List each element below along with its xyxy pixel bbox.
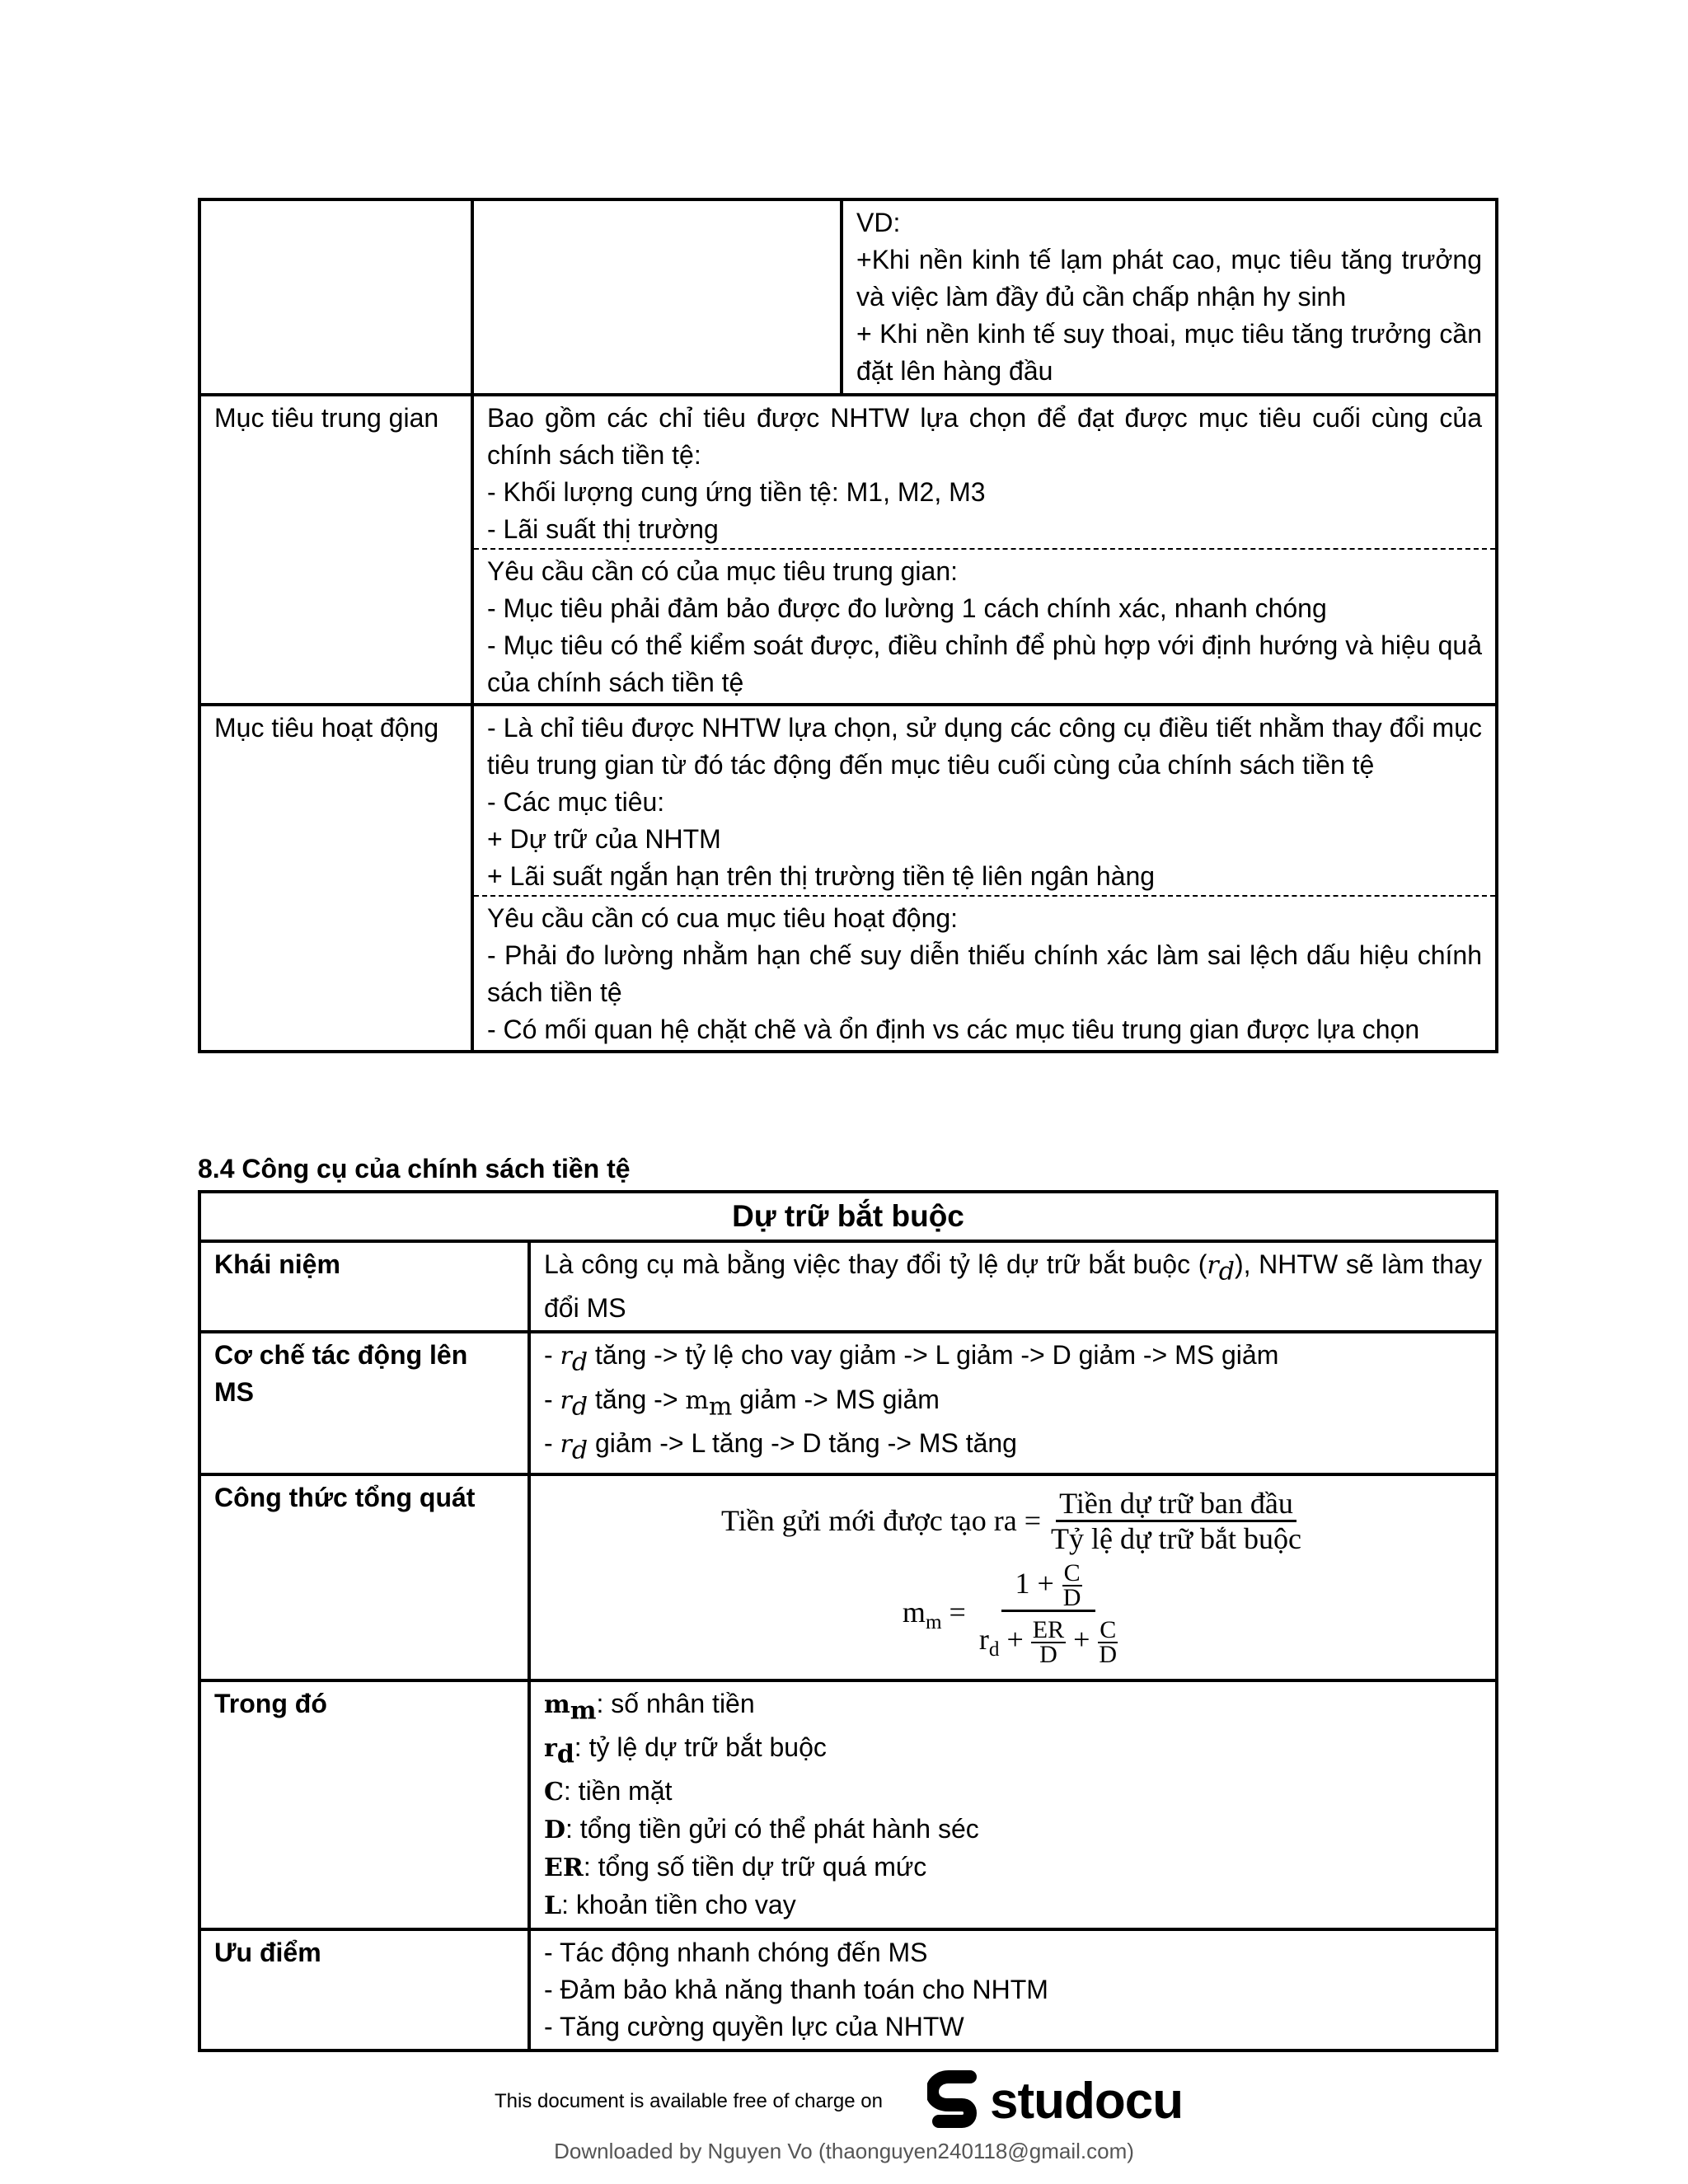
cell-line: + Lãi suất ngắn hạn trên thị trường tiền tệ liên ngân hàng xyxy=(487,861,1156,891)
fraction-denominator: D xyxy=(1062,1584,1081,1612)
math-var: r xyxy=(560,1385,572,1415)
math-var: r xyxy=(978,1623,989,1657)
cell-text: giảm -> L tăng -> D tăng -> MS tăng xyxy=(588,1428,1017,1459)
small-fraction xyxy=(1031,1616,1066,1669)
objectives-table xyxy=(198,198,1498,1053)
definition-item xyxy=(544,1773,1482,1811)
math-text: 1 + xyxy=(1015,1566,1054,1600)
definition-item xyxy=(544,1729,1482,1773)
cell-text: ), NHTW sẽ làm thay đổi MS xyxy=(544,1249,1483,1324)
cell-line xyxy=(544,1381,1482,1425)
table-caption-row xyxy=(199,1192,1497,1241)
fraction xyxy=(1048,1487,1305,1555)
cell-line xyxy=(544,1425,1482,1469)
definition-text: : tổng số tiền dự trữ quá mức xyxy=(583,1852,927,1882)
formula-lhs xyxy=(903,1594,966,1641)
table-cell xyxy=(529,1241,1497,1332)
dash: - xyxy=(544,1428,560,1459)
fraction-numerator: C xyxy=(1100,1616,1117,1644)
table-cell xyxy=(199,199,472,395)
dash: - xyxy=(544,1384,560,1414)
cell-line: + Khi nền kinh tế suy thoai, mục tiêu tăng trưởng cần đặt lên hàng đầu xyxy=(856,319,1482,386)
cell-text: tăng -> tỷ lệ cho vay giảm -> L giảm -> D giảm -> MS giảm xyxy=(588,1340,1279,1371)
cell-text: tăng -> xyxy=(588,1384,686,1414)
row-label: Ưu điểm xyxy=(199,1929,529,2050)
definition-item xyxy=(544,1811,1482,1849)
cell-text: Là công cụ mà bằng việc thay đổi tỷ lệ dự trữ bắt buộc ( xyxy=(544,1249,1207,1279)
cell-line: Yêu cầu cần có cua mục tiêu hoạt động: xyxy=(487,903,959,933)
math-var: r xyxy=(1207,1251,1219,1280)
definition-item xyxy=(544,1886,1482,1924)
cell-text: giảm -> MS giảm xyxy=(732,1384,940,1414)
fraction-denominator xyxy=(974,1612,1123,1677)
math-sub: d xyxy=(571,1436,588,1465)
studocu-wordmark: studocu xyxy=(990,2072,1184,2130)
cell-line: Yêu cầu cần có của mục tiêu trung gian: xyxy=(487,556,959,586)
symbol: m xyxy=(544,1690,570,1719)
reserve-requirement-table xyxy=(198,1190,1498,2052)
plus-sign: + xyxy=(1073,1623,1090,1657)
cell-line: - Tăng cường quyền lực của NHTW xyxy=(544,2012,964,2042)
cell-line: - Khối lượng cung ứng tiền tệ: M1, M2, M3 xyxy=(487,477,986,507)
cell-block-dashed xyxy=(474,895,1495,1048)
small-fraction xyxy=(1097,1616,1118,1669)
row-label: Mục tiêu hoạt động xyxy=(199,705,472,1052)
cell-line: - Tác động nhanh chóng đến MS xyxy=(544,1938,928,1968)
fraction-denominator: D xyxy=(1039,1641,1057,1669)
table-row xyxy=(199,705,1497,1052)
cell-line: VD: xyxy=(856,208,901,237)
table-row xyxy=(199,199,1497,395)
symbol: ER xyxy=(544,1854,584,1883)
studocu-logo-icon xyxy=(927,2069,985,2133)
table-row xyxy=(199,395,1497,705)
row-label: Cơ chế tác động lên MS xyxy=(199,1332,529,1474)
formula-lhs: Tiền gửi mới được tạo ra = xyxy=(721,1504,1042,1538)
cell-line: +Khi nền kinh tế lạm phát cao, mục tiêu tăng trưởng và việc làm đầy đủ cần chấp nhận hy sinh xyxy=(856,245,1482,312)
cell-line: - Các mục tiêu: xyxy=(487,787,665,817)
row-label: Trong đó xyxy=(199,1680,529,1930)
symbol-sub: d xyxy=(556,1740,574,1769)
formula-deposits xyxy=(544,1481,1482,1562)
cell-line: - Mục tiêu phải đảm bảo được đo lường 1 cách chính xác, nhanh chóng xyxy=(487,593,1327,623)
table-cell xyxy=(472,395,1497,705)
cell-line xyxy=(544,1337,1482,1380)
table-row xyxy=(199,1474,1497,1680)
table-caption: Dự trữ bắt buộc xyxy=(199,1192,1497,1241)
symbol: r xyxy=(544,1733,557,1763)
definition-text: : tỷ lệ dự trữ bắt buộc xyxy=(574,1732,827,1762)
cell-line: - Đảm bảo khả năng thanh toán cho NHTM xyxy=(544,1975,1048,2005)
table-row xyxy=(199,1680,1497,1930)
fraction xyxy=(974,1558,1123,1678)
formula-cell xyxy=(529,1474,1497,1680)
formula-multiplier xyxy=(544,1559,1482,1674)
symbol: L xyxy=(544,1891,562,1921)
table-row xyxy=(199,1332,1497,1474)
cell-line: + Dự trữ của NHTM xyxy=(487,824,721,854)
studocu-logo[interactable] xyxy=(927,2069,1183,2133)
fraction-numerator: ER xyxy=(1032,1616,1065,1644)
cell-block-dashed xyxy=(474,548,1495,701)
table-cell xyxy=(472,705,1497,1052)
math-sub: d xyxy=(571,1392,588,1422)
fraction-denominator: Tỷ lệ dự trữ bắt buộc xyxy=(1051,1522,1301,1556)
math-sub: m xyxy=(925,1611,942,1634)
table-row xyxy=(199,1241,1497,1332)
table-cell xyxy=(472,199,842,395)
math-sub: d xyxy=(571,1347,588,1377)
cell-line: - Là chỉ tiêu được NHTW lựa chọn, sử dụng các công cụ điều tiết nhằm thay đổi mục tiêu trung gian từ đó tác động đến mục tiêu cuối cùng của chính sách tiền tệ xyxy=(487,713,1482,780)
math-sub: d xyxy=(1218,1257,1235,1286)
cell-line: - Phải đo lường nhằm hạn chế suy diễn thiếu chính xác làm sai lệch dấu hiệu chính sách tiền tệ xyxy=(487,940,1482,1007)
math-sub: m xyxy=(708,1392,733,1422)
cell-block xyxy=(487,400,1482,548)
table-cell xyxy=(529,1332,1497,1474)
row-label: Khái niệm xyxy=(199,1241,529,1332)
definition-text: : tổng tiền gửi có thể phát hành séc xyxy=(565,1814,979,1844)
math-sub: d xyxy=(988,1638,1000,1661)
cell-line: - Lãi suất thị trường xyxy=(487,514,719,544)
downloaded-by-text: Downloaded by Nguyen Vo (thaonguyen240118@gmail.com) xyxy=(554,2139,1134,2163)
symbol: C xyxy=(544,1778,564,1807)
table-cell xyxy=(529,1929,1497,2050)
dash: - xyxy=(544,1340,560,1371)
definition-item xyxy=(544,1849,1482,1886)
footer-available-text: This document is available free of charge on xyxy=(495,2090,883,2112)
small-fraction xyxy=(1062,1559,1083,1612)
equals-sign: = xyxy=(949,1595,966,1629)
cell-line: - Mục tiêu có thể kiểm soát được, điều chỉnh để phù hợp với định hướng và hiệu quả của chính sách tiền tệ xyxy=(487,630,1482,697)
plus-sign: + xyxy=(1006,1623,1024,1657)
cell-block xyxy=(487,710,1482,895)
row-label: Mục tiêu trung gian xyxy=(199,395,472,705)
cell-line: Bao gồm các chỉ tiêu được NHTW lựa chọn để đạt được mục tiêu cuối cùng của chính sách tiền tệ: xyxy=(487,403,1482,470)
symbol: D xyxy=(544,1816,566,1845)
definition-text: : khoản tiền cho vay xyxy=(561,1890,796,1920)
cell-line: - Có mối quan hệ chặt chẽ và ổn định vs các mục tiêu trung gian được lựa chọn xyxy=(487,1015,1420,1044)
section-title: 8.4 Công cụ của chính sách tiền tệ xyxy=(198,1154,631,1183)
symbol-sub: m xyxy=(570,1695,597,1725)
math-var: m xyxy=(902,1595,926,1629)
table-row xyxy=(199,1929,1497,2050)
fraction-numerator: Tiền dự trữ ban đầu xyxy=(1056,1487,1296,1522)
definition-text: : tiền mặt xyxy=(563,1776,673,1807)
math-var: r xyxy=(560,1342,572,1371)
row-label: Công thức tổng quát xyxy=(199,1474,529,1680)
table-cell xyxy=(529,1680,1497,1930)
fraction-numerator: C xyxy=(1063,1559,1081,1587)
example-cell xyxy=(842,199,1497,395)
fraction-denominator: D xyxy=(1099,1641,1118,1669)
definition-item xyxy=(544,1685,1482,1729)
math-var: m xyxy=(685,1385,709,1415)
definition-text: : số nhân tiền xyxy=(596,1688,755,1718)
math-var: r xyxy=(560,1430,572,1460)
fraction-numerator xyxy=(1001,1558,1095,1613)
